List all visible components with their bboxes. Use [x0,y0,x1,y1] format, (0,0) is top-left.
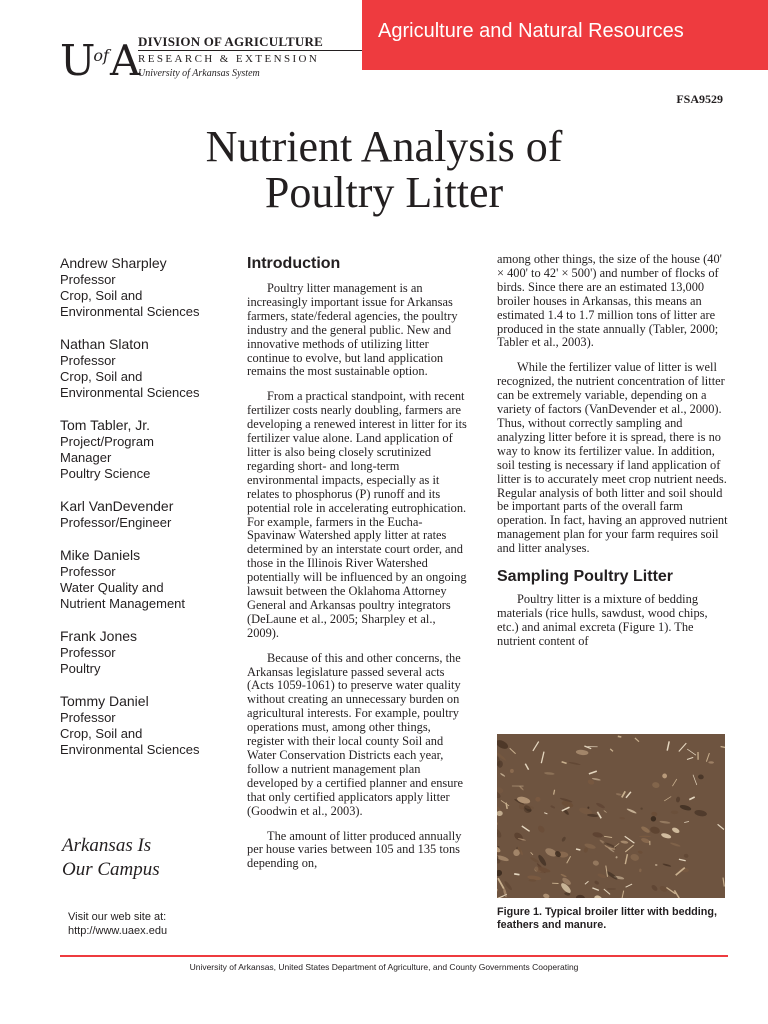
author-role: Environmental Sciences [60,385,200,400]
author-name: Karl VanDevender [60,498,174,514]
org-line-1: DIVISION OF AGRICULTURE [138,34,323,49]
title-line-2: Poultry Litter [264,168,504,217]
author-block [60,692,235,758]
author-role: Nutrient Management [60,596,186,611]
intro-paragraph-2: From a practical standpoint, with recent fertilizer costs nearly doubling, farmers are developing a renewed interest in litter for its fertilizer value alone. Land application of litter is also being closely scrutinized regarding short- and long-term environmental impacts, especially as it relates to phosphorus (P) runoff and its potential role in accelerating eutrophication. For example, farmers in the Eucha-Spavinaw Watershed apply litter at rates determined by an interstate court order, and those in the Illinois River Watershed potentially will be influenced by an ongoing lawsuit between the Oklahoma Attorney General and Arkansas poultry integrators (DeLaune et al., 2005; Sharpley et al., 2009). [247,389,467,640]
author-role: Professor [60,272,116,287]
website-label: Visit our web site at: [68,911,167,923]
author-role: Poultry [60,661,101,676]
introduction-heading: Introduction [247,255,341,272]
litter-photo-texture [497,734,725,898]
author-role: Crop, Soil and [60,369,143,384]
campus-line-2: Our Campus [62,859,160,880]
author-role: Professor [60,645,116,660]
right-column [497,253,728,660]
author-name: Mike Daniels [60,547,141,563]
author-name: Andrew Sharpley [60,255,167,271]
title-line-1: Nutrient Analysis of [205,122,563,171]
litter-photo [497,734,725,898]
author-block [60,254,235,320]
section-banner: Agriculture and Natural Resources [362,0,768,70]
author-role: Professor [60,710,116,725]
author-role: Professor [60,353,116,368]
author-role: Manager [60,450,112,465]
logo-divider [138,50,368,51]
author-role: Environmental Sciences [60,304,200,319]
continued-paragraph: among other things, the size of the house (40' × 400' to 42' × 500') and number of flocks of birds. Since there are an estimated 13,000 broiler houses in Arkansas, this means an estimated 1.4 to 1.7 million tons of litter are produced in the state annually (Tabler, 2000; Tabler et al., 2003). [497,252,722,350]
author-name: Nathan Slaton [60,336,149,352]
author-block [60,497,235,531]
author-role: Professor/Engineer [60,515,172,530]
page-title [0,124,768,216]
author-role: Water Quality and [60,580,164,595]
author-block [60,416,235,482]
uaex-logo [60,34,323,85]
author-role: Crop, Soil and [60,726,143,741]
campus-slogan [62,834,160,882]
author-block [60,335,235,401]
author-name: Frank Jones [60,628,138,644]
sampling-heading: Sampling Poultry Litter [497,568,674,586]
author-block [60,627,235,677]
org-line-3: University of Arkansas System [138,68,260,79]
ua-monogram: $U^{of}A$ [60,36,138,85]
org-line-2: RESEARCH & EXTENSION [138,53,320,65]
document-id: FSA9529 [676,92,723,106]
author-role: Professor [60,564,116,579]
author-role: Poultry Science [60,466,151,481]
author-role: Crop, Soil and [60,288,143,303]
website-info [68,910,167,938]
footer-text: University of Arkansas, United States Department of Agriculture, and County Governments Cooperating [189,962,579,972]
footer-divider [60,955,728,957]
sampling-paragraph: Poultry litter is a mixture of bedding materials (rice hulls, sawdust, wood chips, etc.) and animal excreta (Figure 1). The nutrient content of [497,592,708,648]
website-link[interactable]: http://www.uaex.edu [68,925,168,937]
author-name: Tom Tabler, Jr. [60,417,151,433]
figure-caption: Figure 1. Typical broiler litter with bedding, feathers and manure. [497,906,717,931]
author-block [60,546,235,612]
author-role: Project/Program [60,434,154,449]
intro-paragraph-3: Because of this and other concerns, the Arkansas legislature passed several acts (Acts 1059-1061) to preserve water quality without creating an unnecessary burden on agricultural interests. For example, poultry operations must, among other things, register with their local county Soil and Water Conservation Districts each year, follow a nutrient management plan developed by a certified planner and ensure that only certified applicators apply litter (Goodwin et al., 2003). [247,650,464,818]
fertilizer-paragraph: While the fertilizer value of litter is well recognized, the nutrient concentration of litter can be extremely variable, depending on a variety of factors (VanDevender et al., 2000). Thus, without correctly sampling and analyzing litter before it is spread, there is no way to know its fertilizer value. In addition, soil testing is necessary if land application of litter is to accurately meet crop nutrient needs. Regular analysis of both litter and soil should be important parts of the overall farm operation. In fact, having an approved nutrient management plan for your farm requires soil and litter analyses. [497,360,728,556]
authors-list [60,254,235,773]
author-role: Environmental Sciences [60,742,200,757]
intro-paragraph-1: Poultry litter management is an increasingly important issue for Arkansas farmers, state/federal agencies, the poultry industry and the general public. New and innovative methods of utilizing litter continue to evolve, but land application remains the most sustainable option. [247,281,458,379]
campus-line-1: Arkansas Is [62,835,152,856]
introduction-column [247,254,469,882]
author-name: Tommy Daniel [60,693,149,709]
intro-paragraph-4: The amount of litter produced annually per house varies between 105 and 135 tons depending on, [247,828,462,871]
